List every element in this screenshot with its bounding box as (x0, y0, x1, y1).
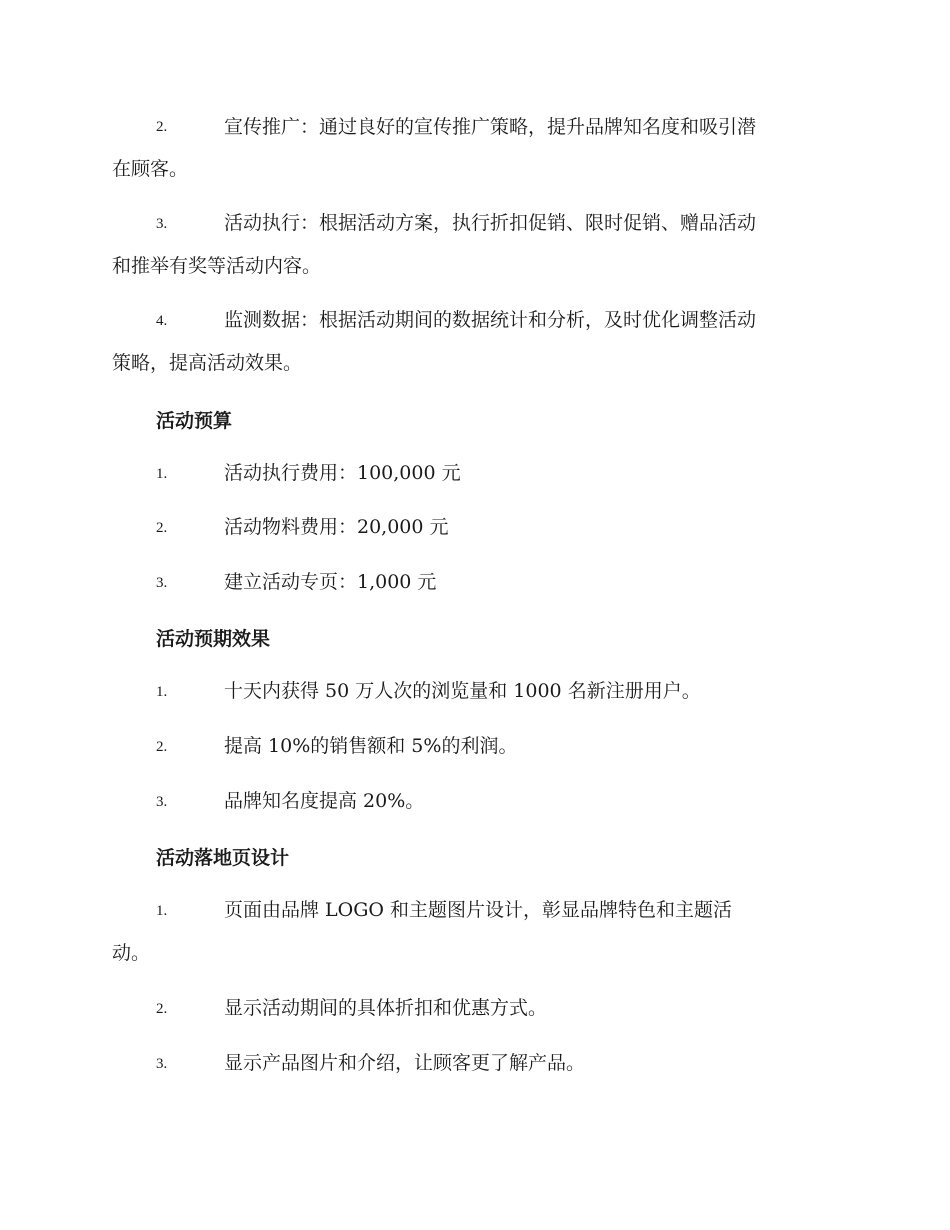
list-item-text-continuation: 策略，提高活动效果。 (112, 352, 303, 374)
list-number: 3. (156, 1056, 168, 1072)
list-item-text: 页面由品牌 LOGO 和主题图片设计，彰显品牌特色和主题活 (224, 899, 733, 921)
list-item-text: 监测数据：根据活动期间的数据统计和分析，及时优化调整活动 (224, 309, 757, 331)
list-number: 4. (156, 313, 168, 329)
list-item-text-continuation: 在顾客。 (112, 158, 189, 180)
list-number: 3. (156, 794, 168, 810)
list-number: 2. (156, 1001, 168, 1017)
list-number: 1. (156, 684, 168, 700)
list-item-text: 显示活动期间的具体折扣和优惠方式。 (224, 997, 548, 1019)
list-item-text-continuation: 和推举有奖等活动内容。 (112, 255, 322, 277)
list-number: 1. (156, 466, 168, 482)
list-item-text: 建立活动专页：1,000 元 (224, 571, 437, 593)
list-number: 2. (156, 119, 168, 135)
list-item-text: 宣传推广：通过良好的宣传推广策略，提升品牌知名度和吸引潜 (224, 116, 757, 138)
list-item-text: 活动物料费用：20,000 元 (224, 516, 449, 538)
list-number: 2. (156, 739, 168, 755)
list-number: 3. (156, 216, 168, 232)
list-item-text: 活动执行费用：100,000 元 (224, 462, 461, 484)
list-number: 1. (156, 903, 168, 919)
list-item-text: 十天内获得 50 万人次的浏览量和 1000 名新注册用户。 (224, 680, 701, 702)
section-heading-expected: 活动预期效果 (156, 628, 271, 650)
list-item-text: 提高 10%的销售额和 5%的利润。 (224, 735, 518, 757)
list-number: 2. (156, 520, 168, 536)
list-item-text-continuation: 动。 (112, 942, 151, 964)
list-item-text: 活动执行：根据活动方案，执行折扣促销、限时促销、赠品活动 (224, 212, 757, 234)
section-heading-budget: 活动预算 (156, 410, 233, 432)
list-number: 3. (156, 575, 168, 591)
list-item-text: 品牌知名度提高 20%。 (224, 790, 425, 812)
list-item-text: 显示产品图片和介绍，让顾客更了解产品。 (224, 1052, 586, 1074)
section-heading-landing: 活动落地页设计 (156, 847, 290, 869)
